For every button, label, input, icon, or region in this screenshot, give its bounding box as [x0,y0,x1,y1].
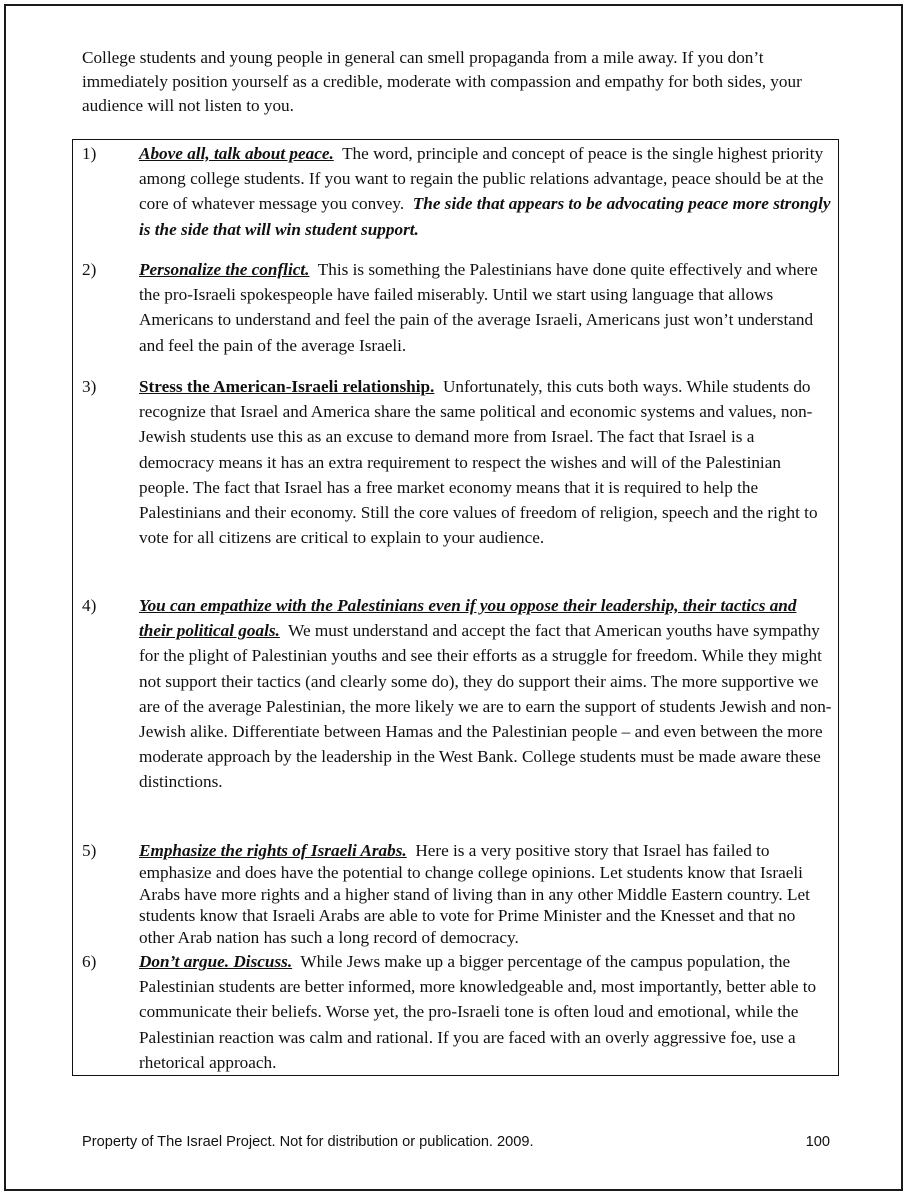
page-number: 100 [805,1134,830,1150]
intro-paragraph: College students and young people in general can smell propaganda from a mile away. If you don’t immediately position yourself as a credible, moderate with compassion and empathy for both sides, your audience will not listen to you. [82,48,802,116]
item-heading: Above all, talk about peace. [139,144,334,163]
list-item-5 [82,840,832,949]
list-item-1 [82,141,832,242]
list-item-6 [82,949,832,1075]
item-heading: Don’t argue. Discuss. [139,952,293,971]
item-heading: Emphasize the rights of Israeli Arabs. [139,841,407,860]
item-body: We must understand and accept the fact that American youths have sympathy for the plight of Palestinian youths and see their efforts as a struggle for freedom. While they might not support their tactics (and clearly some do), they do support their aims. The more supportive we are of the average Palestinian, the more likely we are to earn the support of students Jewish and non-Jewish alike. Differentiate between Hamas and the Palestinian people – and even between the more moderate approach by the leadership in the West Bank. College students must be made aware these distinctions. [139,621,832,792]
item-heading: Stress the American-Israeli relationship. [139,377,435,396]
list-item-3 [82,374,832,550]
item-number: 6) [82,952,97,971]
item-body: Here is a very positive story that Israel has failed to emphasize and does have the potential to change college opinions. Let students know that Israeli Arabs have more rights and a higher stand of living than in any other Middle Eastern country. Let students know that Israeli Arabs are able to vote for Prime Minister and the Knesset and that no other Arab nation has such a long record of democracy. [139,841,810,948]
list-item-4 [82,593,832,795]
item-body: The word, principle and concept of peace is the single highest priority among college students. If you want to regain the public relations advantage, peace should be at the core of whatever message you convey. [139,144,824,214]
item-body: Unfortunately, this cuts both ways. While students do recognize that Israel and America share the same political and economic systems and values, non-Jewish students use this as an excuse to demand more from Israel. The fact that Israel is a democracy means it has an extra requirement to respect the wishes and will of the Palestinian people. The fact that Israel has a free market economy means that it is required to help the Palestinians and their economy. Still the core values of freedom of religion, speech and the right to vote for all citizens are critical to explain to your audience. [139,377,818,548]
footer-text: Property of The Israel Project. Not for distribution or publication. 2009. [82,1134,534,1150]
item-number: 2) [82,260,97,279]
item-number: 3) [82,377,97,396]
item-emphasis: The side that appears to be advocating peace more strongly is the side that will win student support. [139,194,831,239]
list-item-2 [82,257,832,358]
item-heading: Personalize the conflict. [139,260,310,279]
item-body: While Jews make up a bigger percentage of the campus population, the Palestinian students are better informed, more knowledgeable and, most importantly, better able to communicate their beliefs. Worse yet, the pro-Israeli tone is often loud and emotional, while the Palestinian reaction was calm and rational. If you are faced with an overly aggressive foe, use a rhetorical approach. [139,952,817,1072]
item-heading: You can empathize with the Palestinians even if you oppose their leadership, their tactics and their political goals. [139,596,797,641]
item-number: 1) [82,144,97,163]
item-number: 5) [82,841,97,860]
item-body: This is something the Palestinians have done quite effectively and where the pro-Israeli spokespeople have failed miserably. Until we start using language that allows Americans to understand and feel the pain of the average Israeli, Americans just won’t understand and feel the pain of the average Israeli. [139,260,818,355]
item-number: 4) [82,596,97,615]
